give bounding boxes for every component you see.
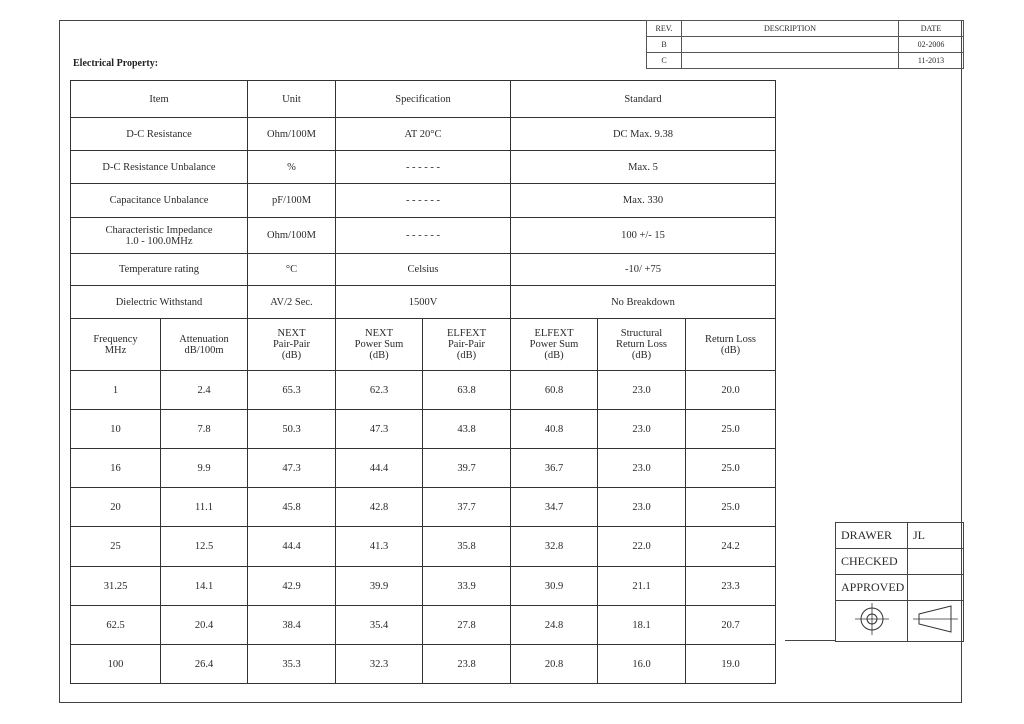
next-pair-cell: 42.9 xyxy=(248,567,336,606)
attenuation-cell: 20.4 xyxy=(161,606,248,645)
frequency-row xyxy=(71,410,776,449)
frequency-cell: 1 xyxy=(71,371,161,410)
unit-cell: % xyxy=(248,151,336,184)
return-loss-cell: 24.2 xyxy=(686,527,776,567)
rev-header: REV. xyxy=(647,21,682,37)
structural-return-loss-cell: 22.0 xyxy=(598,527,686,567)
unit-cell: pF/100M xyxy=(248,184,336,218)
next-power-sum-cell: 44.4 xyxy=(336,449,423,488)
next-power-sum-cell: 39.9 xyxy=(336,567,423,606)
header-line: (dB) xyxy=(281,350,302,361)
property-row xyxy=(71,151,776,184)
property-row xyxy=(71,118,776,151)
header-line: (dB) xyxy=(369,350,389,361)
spec-cell: - - - - - - xyxy=(336,184,511,218)
first-angle-projection-circle-icon xyxy=(850,602,894,636)
header-line: Pair-Pair xyxy=(272,339,311,350)
attenuation-cell: 2.4 xyxy=(161,371,248,410)
structural-return-loss-cell: 16.0 xyxy=(598,645,686,684)
signoff-block xyxy=(835,522,964,642)
page-title: Electrical Property: xyxy=(73,58,159,69)
frequency-header-row xyxy=(71,319,776,371)
specification-header: Specification xyxy=(336,81,511,118)
next-pair-header xyxy=(248,319,336,371)
structural-return-loss-cell: 18.1 xyxy=(598,606,686,645)
elfext-pair-header xyxy=(423,319,511,371)
header-line: (dB) xyxy=(544,350,564,361)
header-line: Power Sum xyxy=(529,339,579,350)
drawer-label: DRAWER xyxy=(836,523,908,549)
property-header-row xyxy=(71,81,776,118)
standard-cell: 100 +/- 15 xyxy=(511,218,776,254)
approved-label: APPROVED xyxy=(836,575,908,601)
elfext-power-sum-cell: 60.8 xyxy=(511,371,598,410)
frequency-cell: 10 xyxy=(71,410,161,449)
elfext-power-sum-cell: 40.8 xyxy=(511,410,598,449)
drawer-row xyxy=(836,523,964,549)
frequency-row xyxy=(71,449,776,488)
next-pair-cell: 35.3 xyxy=(248,645,336,684)
return-loss-cell: 20.7 xyxy=(686,606,776,645)
projection-symbol-row xyxy=(836,601,964,642)
next-power-sum-cell: 32.3 xyxy=(336,645,423,684)
header-line: Return Loss xyxy=(615,339,668,350)
attenuation-cell: 14.1 xyxy=(161,567,248,606)
standard-cell: No Breakdown xyxy=(511,286,776,319)
header-line: Frequency xyxy=(93,333,138,345)
attenuation-header xyxy=(161,319,248,371)
checked-value xyxy=(908,549,964,575)
frequency-row xyxy=(71,606,776,645)
spec-cell: AT 20°C xyxy=(336,118,511,151)
next-pair-cell: 50.3 xyxy=(248,410,336,449)
spec-cell: - - - - - - xyxy=(336,151,511,184)
header-line: Structural xyxy=(620,328,663,339)
next-pair-cell: 45.8 xyxy=(248,488,336,527)
next-power-sum-cell: 62.3 xyxy=(336,371,423,410)
projection-circle-cell xyxy=(836,601,908,642)
structural-return-loss-header xyxy=(598,319,686,371)
revision-row xyxy=(647,53,964,69)
standard-cell: Max. 330 xyxy=(511,184,776,218)
elfext-power-sum-header xyxy=(511,319,598,371)
item-cell: D-C Resistance Unbalance xyxy=(71,151,248,184)
unit-cell: Ohm/100M xyxy=(248,218,336,254)
unit-cell: AV/2 Sec. xyxy=(248,286,336,319)
header-line: (dB) xyxy=(631,350,652,361)
elfext-pair-cell: 35.8 xyxy=(423,527,511,567)
header-line: ELFEXT xyxy=(534,328,574,339)
date-header: DATE xyxy=(899,21,964,37)
revision-row xyxy=(647,37,964,53)
attenuation-cell: 26.4 xyxy=(161,645,248,684)
elfext-pair-cell: 39.7 xyxy=(423,449,511,488)
next-pair-cell: 47.3 xyxy=(248,449,336,488)
standard-header: Standard xyxy=(511,81,776,118)
header-line: Return Loss xyxy=(704,333,757,345)
first-angle-projection-cone-icon xyxy=(911,602,961,636)
property-row xyxy=(71,286,776,319)
description-header: DESCRIPTION xyxy=(682,21,899,37)
drawer-value: JL xyxy=(908,523,964,549)
structural-return-loss-cell: 23.0 xyxy=(598,371,686,410)
elfext-pair-cell: 33.9 xyxy=(423,567,511,606)
next-pair-cell: 38.4 xyxy=(248,606,336,645)
item-cell: Capacitance Unbalance xyxy=(71,184,248,218)
frequency-cell: 100 xyxy=(71,645,161,684)
elfext-pair-cell: 23.8 xyxy=(423,645,511,684)
date-cell: 02-2006 xyxy=(899,37,964,53)
approved-row xyxy=(836,575,964,601)
next-power-sum-header xyxy=(336,319,423,371)
structural-return-loss-cell: 23.0 xyxy=(598,488,686,527)
description-cell xyxy=(682,53,899,69)
return-loss-cell: 20.0 xyxy=(686,371,776,410)
header-line: dB/100m xyxy=(184,344,224,356)
frequency-cell: 62.5 xyxy=(71,606,161,645)
frequency-cell: 31.25 xyxy=(71,567,161,606)
elfext-pair-cell: 37.7 xyxy=(423,488,511,527)
revision-header-row xyxy=(647,21,964,37)
item-line-2: 1.0 - 100.0MHz xyxy=(125,235,193,247)
property-row xyxy=(71,218,776,254)
elfext-power-sum-cell: 30.9 xyxy=(511,567,598,606)
return-loss-cell: 25.0 xyxy=(686,410,776,449)
elfext-power-sum-cell: 32.8 xyxy=(511,527,598,567)
unit-header: Unit xyxy=(248,81,336,118)
item-cell: Dielectric Withstand xyxy=(71,286,248,319)
header-line: MHz xyxy=(104,344,127,356)
structural-return-loss-cell: 21.1 xyxy=(598,567,686,606)
spec-cell: - - - - - - xyxy=(336,218,511,254)
elfext-pair-cell: 63.8 xyxy=(423,371,511,410)
checked-row xyxy=(836,549,964,575)
rev-cell: C xyxy=(647,53,682,69)
border-tick-line xyxy=(785,640,835,641)
frequency-cell: 16 xyxy=(71,449,161,488)
unit-cell: °C xyxy=(248,254,336,286)
return-loss-cell: 25.0 xyxy=(686,449,776,488)
elfext-pair-cell: 43.8 xyxy=(423,410,511,449)
return-loss-cell: 19.0 xyxy=(686,645,776,684)
rev-cell: B xyxy=(647,37,682,53)
structural-return-loss-cell: 23.0 xyxy=(598,449,686,488)
return-loss-header xyxy=(686,319,776,371)
frequency-header xyxy=(71,319,161,371)
spec-cell: 1500V xyxy=(336,286,511,319)
header-line: Attenuation xyxy=(179,333,229,345)
standard-cell: -10/ +75 xyxy=(511,254,776,286)
attenuation-cell: 12.5 xyxy=(161,527,248,567)
approved-value xyxy=(908,575,964,601)
frequency-cell: 25 xyxy=(71,527,161,567)
header-line: (dB) xyxy=(720,344,741,356)
item-cell: D-C Resistance xyxy=(71,118,248,151)
spec-cell: Celsius xyxy=(336,254,511,286)
elfext-power-sum-cell: 20.8 xyxy=(511,645,598,684)
unit-cell: Ohm/100M xyxy=(248,118,336,151)
property-row xyxy=(71,184,776,218)
elfext-power-sum-cell: 36.7 xyxy=(511,449,598,488)
item-cell xyxy=(71,218,248,254)
checked-label: CHECKED xyxy=(836,549,908,575)
next-power-sum-cell: 42.8 xyxy=(336,488,423,527)
return-loss-cell: 23.3 xyxy=(686,567,776,606)
elfext-pair-cell: 27.8 xyxy=(423,606,511,645)
frequency-row xyxy=(71,488,776,527)
attenuation-cell: 9.9 xyxy=(161,449,248,488)
standard-cell: DC Max. 9.38 xyxy=(511,118,776,151)
projection-cone-cell xyxy=(908,601,964,642)
revision-block xyxy=(646,20,964,69)
header-line: (dB) xyxy=(456,350,477,361)
header-line: Pair-Pair xyxy=(447,339,486,350)
item-header: Item xyxy=(71,81,248,118)
structural-return-loss-cell: 23.0 xyxy=(598,410,686,449)
description-cell xyxy=(682,37,899,53)
elfext-power-sum-cell: 34.7 xyxy=(511,488,598,527)
frequency-row xyxy=(71,527,776,567)
header-line: Power Sum xyxy=(354,339,404,350)
property-row xyxy=(71,254,776,286)
next-power-sum-cell: 47.3 xyxy=(336,410,423,449)
header-line: ELFEXT xyxy=(446,328,487,339)
header-line: NEXT xyxy=(277,328,306,339)
next-power-sum-cell: 41.3 xyxy=(336,527,423,567)
standard-cell: Max. 5 xyxy=(511,151,776,184)
item-line-1: Characteristic Impedance xyxy=(105,224,213,236)
next-pair-cell: 65.3 xyxy=(248,371,336,410)
next-pair-cell: 44.4 xyxy=(248,527,336,567)
return-loss-cell: 25.0 xyxy=(686,488,776,527)
frequency-cell: 20 xyxy=(71,488,161,527)
frequency-row xyxy=(71,567,776,606)
attenuation-cell: 7.8 xyxy=(161,410,248,449)
elfext-power-sum-cell: 24.8 xyxy=(511,606,598,645)
item-cell: Temperature rating xyxy=(71,254,248,286)
frequency-row xyxy=(71,371,776,410)
date-cell: 11-2013 xyxy=(899,53,964,69)
next-power-sum-cell: 35.4 xyxy=(336,606,423,645)
attenuation-cell: 11.1 xyxy=(161,488,248,527)
header-line: NEXT xyxy=(365,328,393,339)
electrical-property-table xyxy=(70,80,776,684)
frequency-row xyxy=(71,645,776,684)
